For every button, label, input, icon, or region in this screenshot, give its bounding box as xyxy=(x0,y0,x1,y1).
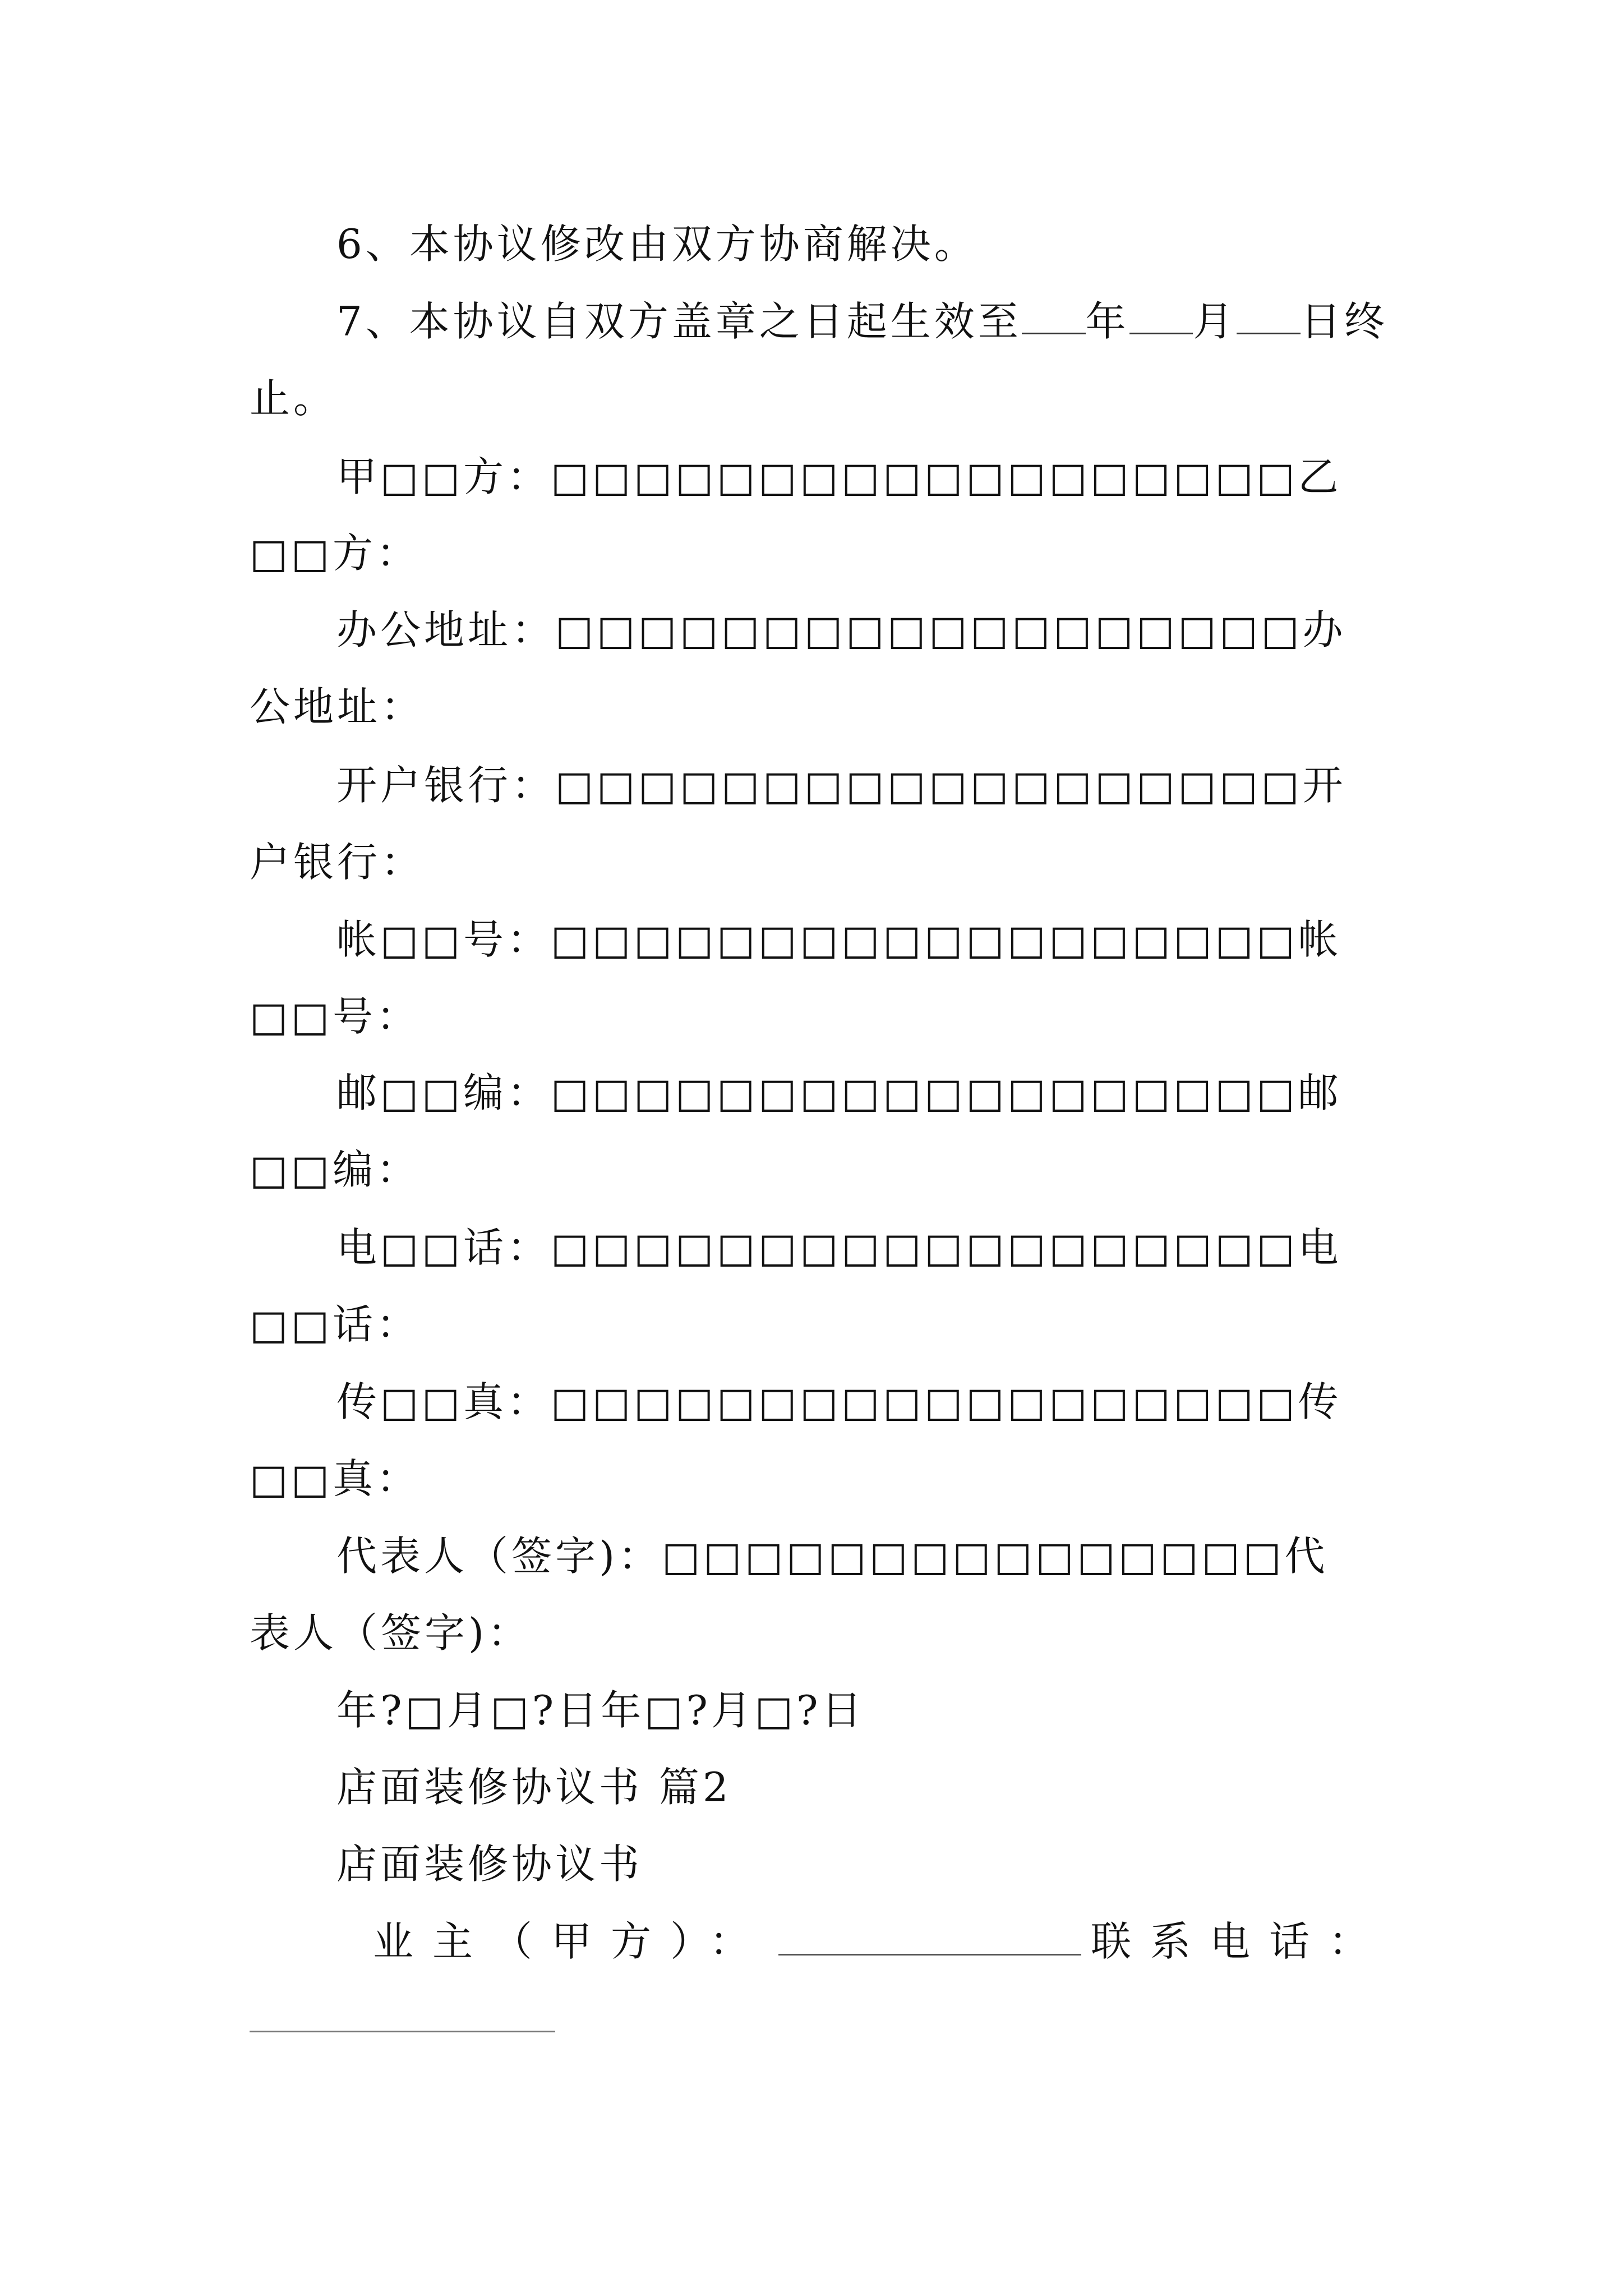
account-cont: □□号： xyxy=(250,993,421,1040)
section-heading-2: 店面装修协议书 篇2 xyxy=(336,1764,732,1811)
clause-6: 6、本协议修改由双方协商解决。 xyxy=(336,220,978,268)
clause-7 xyxy=(336,293,1388,349)
office-address-line: 办公地址：□□□□□□□□□□□□□□□□□□办 xyxy=(336,606,1347,654)
agreement-title: 店面装修协议书 xyxy=(336,1841,643,1888)
postcode-line: 邮□□编：□□□□□□□□□□□□□□□□□□邮 xyxy=(336,1069,1342,1116)
clause-7-text: 7、本协议自双方盖章之日起生效至 xyxy=(336,298,1022,345)
phone-cont: □□话： xyxy=(250,1301,421,1348)
phone-line: 电□□话：□□□□□□□□□□□□□□□□□□电 xyxy=(336,1224,1342,1271)
owner-line xyxy=(373,1913,1388,1970)
month-blank[interactable] xyxy=(1129,293,1193,334)
year-label: 年 xyxy=(1085,298,1129,345)
party-b-line: □□方： xyxy=(250,530,421,577)
year-blank[interactable] xyxy=(1022,293,1086,334)
representative-cont: 表人（签字)： xyxy=(250,1609,532,1657)
bank-cont: 户银行： xyxy=(250,839,425,886)
date-line: 年?□月□?日年□?月□?日 xyxy=(336,1687,865,1734)
clause-7-end: 止。 xyxy=(250,375,338,422)
owner-label: 业主（甲方）： xyxy=(373,1918,769,1965)
account-line: 帐□□号：□□□□□□□□□□□□□□□□□□帐 xyxy=(336,916,1342,963)
fax-cont: □□真： xyxy=(250,1455,421,1502)
postcode-cont: □□编： xyxy=(250,1146,421,1193)
owner-blank[interactable] xyxy=(778,1913,1081,1955)
representative-line: 代表人（签字)：□□□□□□□□□□□□□□□代 xyxy=(336,1533,1329,1580)
party-a-line: 甲□□方：□□□□□□□□□□□□□□□□□□乙 xyxy=(336,453,1342,500)
bank-line: 开户银行：□□□□□□□□□□□□□□□□□□开 xyxy=(336,762,1347,809)
phone-underline xyxy=(250,2031,555,2032)
contact-phone-label: 联系电话： xyxy=(1090,1918,1388,1965)
month-label: 月 xyxy=(1193,298,1237,345)
day-blank[interactable] xyxy=(1237,293,1301,334)
fax-line: 传□□真：□□□□□□□□□□□□□□□□□□传 xyxy=(336,1378,1342,1425)
office-address-cont: 公地址： xyxy=(250,683,425,730)
day-label: 日终 xyxy=(1301,298,1389,345)
